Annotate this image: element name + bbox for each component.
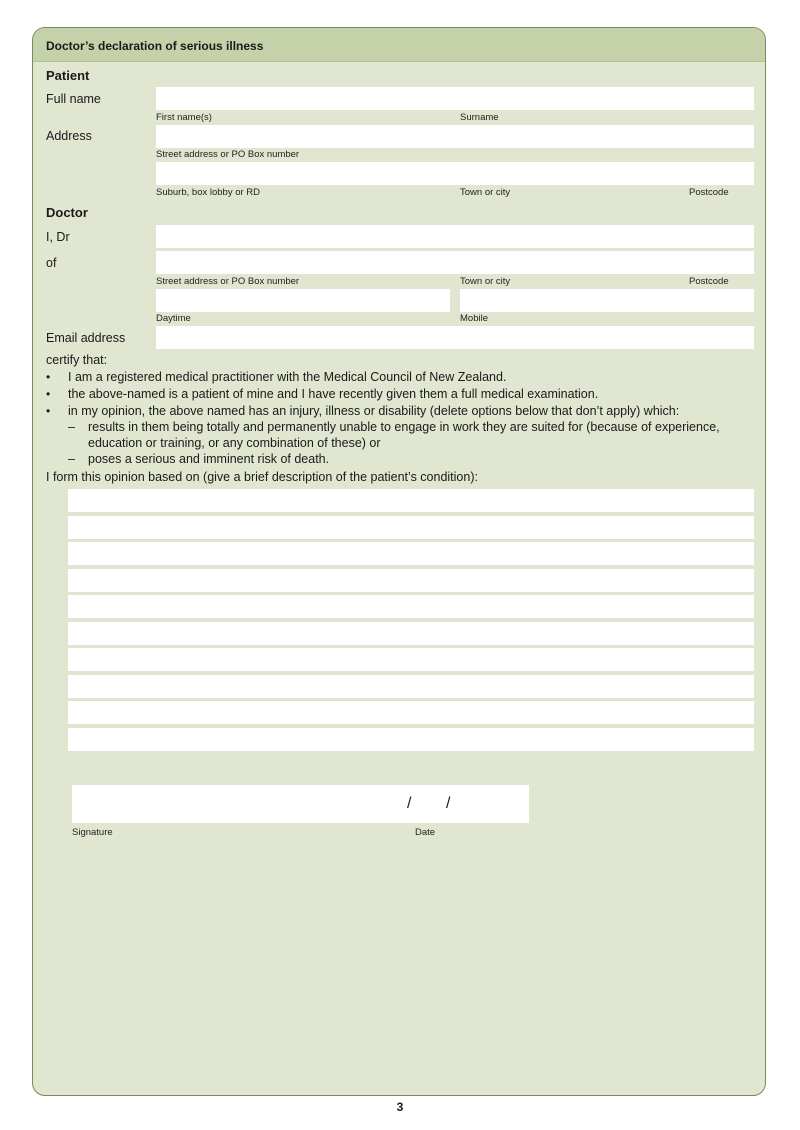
signature-field[interactable] — [72, 785, 402, 823]
dash-icon: – — [68, 420, 75, 434]
condition-description-line[interactable] — [68, 622, 754, 645]
condition-description-line[interactable] — [68, 595, 754, 618]
doctor-of-label: of — [46, 256, 57, 270]
patient-full-name-field[interactable] — [156, 87, 754, 110]
condition-description-line[interactable] — [68, 569, 754, 592]
opinion-prompt: I form this opinion based on (give a brief description of the patient’s condition): — [46, 470, 478, 484]
declaration-form-panel — [32, 27, 766, 1096]
certify-item-registered: I am a registered medical practitioner with the Medical Council of New Zealand. — [68, 370, 507, 384]
signature-caption: Signature — [72, 827, 113, 838]
doctor-name-label: I, Dr — [46, 230, 70, 244]
bullet-icon: • — [46, 387, 51, 401]
form-title: Doctor’s declaration of serious illness — [46, 39, 264, 53]
patient-town-caption: Town or city — [460, 187, 511, 198]
date-separator-2: / — [446, 795, 451, 812]
patient-street-address-field[interactable] — [156, 125, 754, 148]
date-field[interactable] — [403, 785, 529, 823]
full-name-label: Full name — [46, 92, 101, 106]
bullet-icon: • — [46, 370, 51, 384]
date-separator-1: / — [407, 795, 412, 812]
surname-caption: Surname — [460, 112, 499, 123]
mobile-caption: Mobile — [460, 313, 488, 324]
doctor-postcode-caption: Postcode — [689, 276, 729, 287]
condition-description-line[interactable] — [68, 675, 754, 698]
condition-description-line[interactable] — [68, 542, 754, 565]
doctor-daytime-phone-field[interactable] — [156, 289, 450, 312]
page-number: 3 — [396, 1100, 404, 1114]
patient-street-caption: Street address or PO Box number — [156, 149, 300, 160]
condition-description-line[interactable] — [68, 648, 754, 671]
daytime-caption: Daytime — [156, 313, 191, 324]
condition-description-line[interactable] — [68, 701, 754, 724]
date-caption: Date — [415, 827, 436, 838]
condition-description-line[interactable] — [68, 728, 754, 751]
sub-item-unable-to-work: results in them being totally and permanently unable to engage in work they are suited for (because of experience, — [88, 420, 720, 434]
patient-suburb-caption: Suburb, box lobby or RD — [156, 187, 261, 198]
certify-item-examined: the above-named is a patient of mine and I have recently given them a full medical examination. — [68, 387, 599, 401]
address-label: Address — [46, 129, 92, 143]
first-name-caption: First name(s) — [156, 112, 212, 123]
patient-heading: Patient — [46, 68, 90, 83]
dash-icon: – — [68, 452, 75, 466]
doctor-email-field[interactable] — [156, 326, 754, 349]
certify-intro: certify that: — [46, 353, 108, 367]
sub-item-unable-to-work-cont: education or training, or any combination of these) or — [88, 436, 381, 450]
patient-postcode-caption: Postcode — [689, 187, 729, 198]
condition-description-line[interactable] — [68, 516, 754, 539]
doctor-street-caption: Street address or PO Box number — [156, 276, 300, 287]
patient-suburb-town-postcode-field[interactable] — [156, 162, 754, 185]
certify-item-opinion: in my opinion, the above named has an injury, illness or disability (delete options below that don’t apply) which: — [68, 404, 680, 418]
doctor-mobile-field[interactable] — [460, 289, 754, 312]
doctor-town-caption: Town or city — [460, 276, 511, 287]
doctor-heading: Doctor — [46, 205, 88, 220]
bullet-icon: • — [46, 404, 51, 418]
doctor-address-field[interactable] — [156, 251, 754, 274]
condition-description-line[interactable] — [68, 489, 754, 512]
email-label: Email address — [46, 331, 126, 345]
sub-item-risk-of-death: poses a serious and imminent risk of death. — [88, 452, 330, 466]
doctor-name-field[interactable] — [156, 225, 754, 248]
